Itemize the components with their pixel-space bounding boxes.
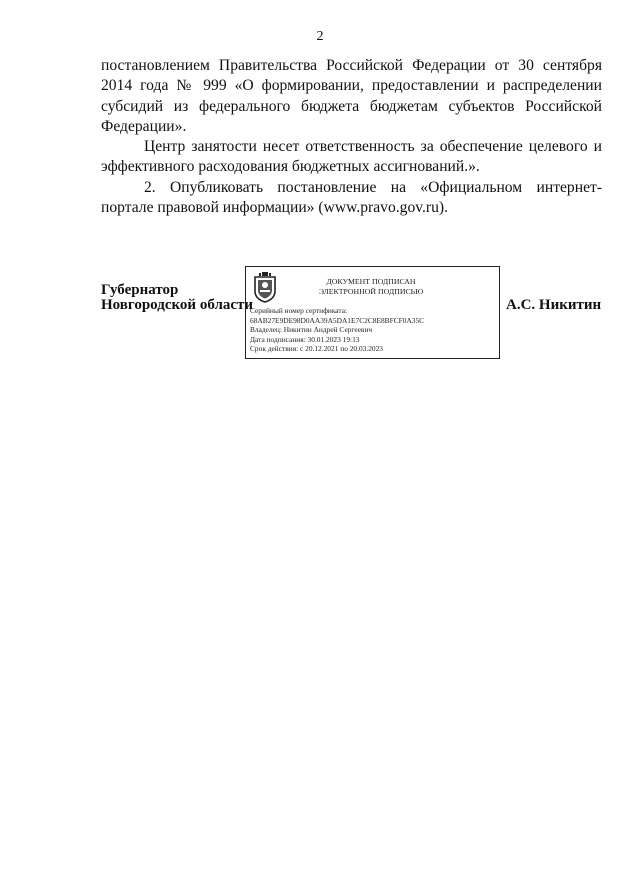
electronic-signature-stamp [245,266,500,359]
stamp-header [286,277,456,297]
signer-title-line2: Новгородской области [101,297,254,313]
paragraph-2: Центр занятости несет ответственность за обеспечение целевого и эффективного расходования бюджетных ассигнований.». [101,138,602,176]
stamp-serial-label: Серийный номер сертификата: [250,306,348,315]
stamp-serial-value: 68AB27E9DE98D0AA39A5DA1E7C2C8E8BFCF0A35C [250,315,425,325]
stamp-header-line2: ЭЛЕКТРОННОЙ ПОДПИСЬЮ [318,287,424,296]
page-number: 2 [316,29,324,44]
stamp-owner: Владелец: Никитин Андрей Сергеевич [250,325,373,335]
signer-title-line1: Губернатор [101,282,179,298]
paragraph-3: 2. Опубликовать постановление на «Официальном интернет-портале правовой информации» (www.pravo.gov.ru). [101,178,602,217]
paragraph-1: постановлением Правительства Российской Федерации от 30 сентября 2014 года № 999 «О формировании, предоставлении и распределении субсидий из федерального бюджета бюджетам субъектов Российской Федерации». [101,57,602,135]
signer-title [101,283,253,313]
stamp-signed-date: Дата подписания: 30.01.2023 19:13 [250,334,360,344]
document-body [101,56,602,218]
signer-name: А.С. Никитин [506,297,602,313]
coat-of-arms-icon [252,271,278,303]
stamp-validity: Срок действия: с 20.12.2021 по 20.03.2023 [250,344,383,354]
stamp-details [250,306,424,354]
stamp-header-line1: ДОКУМЕНТ ПОДПИСАН [326,277,416,286]
